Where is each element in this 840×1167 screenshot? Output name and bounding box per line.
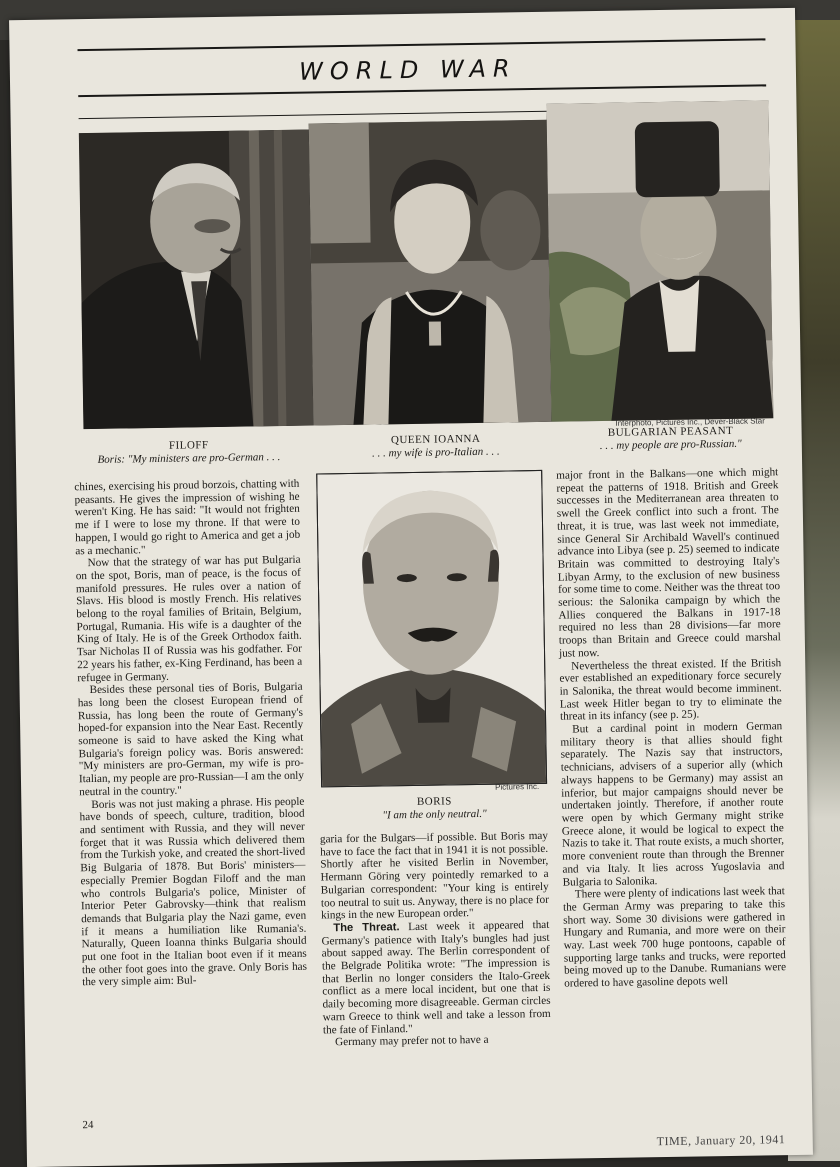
column-2	[320, 830, 551, 1050]
caption-quote: "I am the only neutral."	[382, 807, 487, 822]
paragraph: Germany may prefer not to have a	[335, 1034, 489, 1049]
footer-issue: TIME, January 20, 1941	[656, 1132, 786, 1149]
paragraph: Boris was not just making a phrase. His people have bonds of speech, culture, tradition, blood and sentiment with Russia, and they will never forget that it was Russia which delivered them from the Turkish yoke, and created the short-lived Big Bulgaria of 1878. But Boris' ministers—especially Premier Bogdan Filoff and the man who controls Bulgaria's police, Minister of Interior Peter Gabrovsky—think that realism demands that Bulgaria play the Nazi game, even if it means a humiliation like Rumania's. Naturally, Queen Ioanna thinks Bulgaria should put one foot in the Italian boot even if it means the other foot goes into the grave. Only Boris has the very simple aim: Bul-	[79, 795, 308, 989]
caption-name: FILOFF	[168, 439, 209, 452]
photo-filoff	[79, 130, 314, 430]
section-title: WORLD WAR	[298, 54, 517, 86]
paragraph: garia for the Bulgars—if possible. But Boris may have to face the fact that in 1941 it is not possible. Shortly after he visited Berlin in November, Hermann Göring very pointedly remarked to a Bulgarian correspondent: "Your king is entirely too neutral to suit us. Anyway, there is no place for kings in the new European order."	[319, 829, 550, 922]
paragraph: There were plenty of indications last week that the German Army was preparing to take this short way. Some 30 divisions were gathered in Hungary and Rumania, and more were on their way. Last week 700 huge pontoons, capable of supporting large tanks and trucks, were reported being moved up to the Danube. Rumanians were ordered to have gasoline depots well	[562, 885, 787, 990]
boris-portrait-graphic	[317, 471, 546, 786]
queen-portrait-graphic	[309, 120, 552, 426]
photo-boris	[316, 470, 547, 788]
paragraph: major front in the Balkans—one which might repeat the patterns of 1918. British and Greek successes in the Mediterranean area threaten to swell the Greek conflict into such a front. The threat, it is true, was last week not immediate, since General Sir Archibald Wavell's continued advance into Libya (see p. 25) seemed to indicate Britain was committed to destroying Italy's Libyan Army, to the exclusion of new business for some time to come. Neither was the threat too serious: the Salonika campaign by which the Allies conquered the Balkans in 1917-18 required no less than 28 divisions—far more troops than Britain and Greece could marshal just now.	[556, 466, 781, 660]
paragraph: Besides these personal ties of Boris, Bulgaria has long been the closest European friend of Russia, has long been the route of Germany's hoped-for expansion into the Near East. Recently someone is said to have asked the King what Bulgaria's foreign policy was. Boris answered: "My ministers are pro-German, my wife is pro-Italian, my people are pro-Russian—I am the only neutral in the country."	[77, 680, 305, 799]
magazine-page	[9, 8, 813, 1167]
paragraph-threat	[321, 919, 551, 1037]
paragraph: chines, exercising his proud borzois, chatting with peasants. He gives the impression of wishing he weren't King. He has said: "It would not frighten me if I were to lose my throne. If that were to happen, I would go right to America and get a job as a mechanic."	[74, 477, 301, 557]
caption-boris	[321, 794, 547, 824]
filoff-portrait-graphic	[79, 130, 314, 430]
column-1	[74, 478, 307, 990]
threat-body: Last week it appeared that Germany's patience with Italy's bungles had just about sapped away. The Berlin correspondent of the Belgrade Politika wrote: "The impression is that Berlin no longer considers the Italo-Greek conflict as a mere local incident, but one that is daily becoming more disagreeable. German circles warn Greece to think well and take a lesson from the fate of Finland."	[321, 918, 551, 1036]
caption-name: QUEEN IOANNA	[390, 432, 481, 447]
caption-quote: . . . my wife is pro-Italian . . .	[371, 445, 500, 460]
photo-queen-ioanna	[309, 120, 552, 426]
caption-peasant	[556, 424, 786, 454]
subhead-the-threat: The Threat.	[333, 921, 400, 935]
peasant-portrait-graphic	[546, 100, 773, 421]
paragraph: Now that the strategy of war has put Bulgaria on the spot, Boris, man of peace, is the focus of manifold pressures. He rules over a nation of Slavs. His blood is mostly French. His relatives belong to the royal families of Britain, Belgium, Portugal, Rumania. His wife is a daughter of the King of Italy. He is of the Greek Orthodox faith. Tsar Nicholas II of Russia was his godfather. For 22 years his father, ex-King Ferdinand, has been a refugee in Germany.	[75, 553, 303, 684]
column-3	[556, 466, 786, 990]
caption-queen	[316, 432, 556, 462]
photo-credit-boris: Pictures Inc.	[495, 782, 540, 792]
caption-name: BULGARIAN PEASANT	[607, 424, 734, 439]
page-number: 24	[82, 1119, 94, 1132]
photo-credit-top: Interphoto, Pictures Inc., Dever-Black Star	[615, 416, 765, 428]
paragraph: Nevertheless the threat existed. If the British ever established an expeditionary force securely in Salonika, the threat would become imminent. Last week Hitler began to try to eliminate the threat in its infancy (see p. 25).	[559, 656, 782, 724]
top-rule	[78, 38, 766, 51]
caption-quote: Boris: "My ministers are pro-German . . .	[97, 451, 281, 466]
caption-filoff	[74, 438, 304, 468]
photo-bulgarian-peasant	[546, 100, 773, 421]
paragraph: But a cardinal point in modern German military theory is that allies should fight separately. The Nazis say that instructors, technicians, advisers of a superior ally (which always happens to be Germany) may assist an inferior, but major campaigns should never be undertaken jointly. Therefore, if another route were open by which Germany might strike Greece alone, it would be logical to expect the Nazis to take it. That route exists, a much shorter, more convenient route than through the Brenner and via Italy. It lies across Yugoslavia and Bulgaria to Salonika.	[560, 720, 785, 889]
caption-quote: . . . my people are pro-Russian."	[599, 437, 742, 453]
caption-name: BORIS	[416, 795, 452, 808]
